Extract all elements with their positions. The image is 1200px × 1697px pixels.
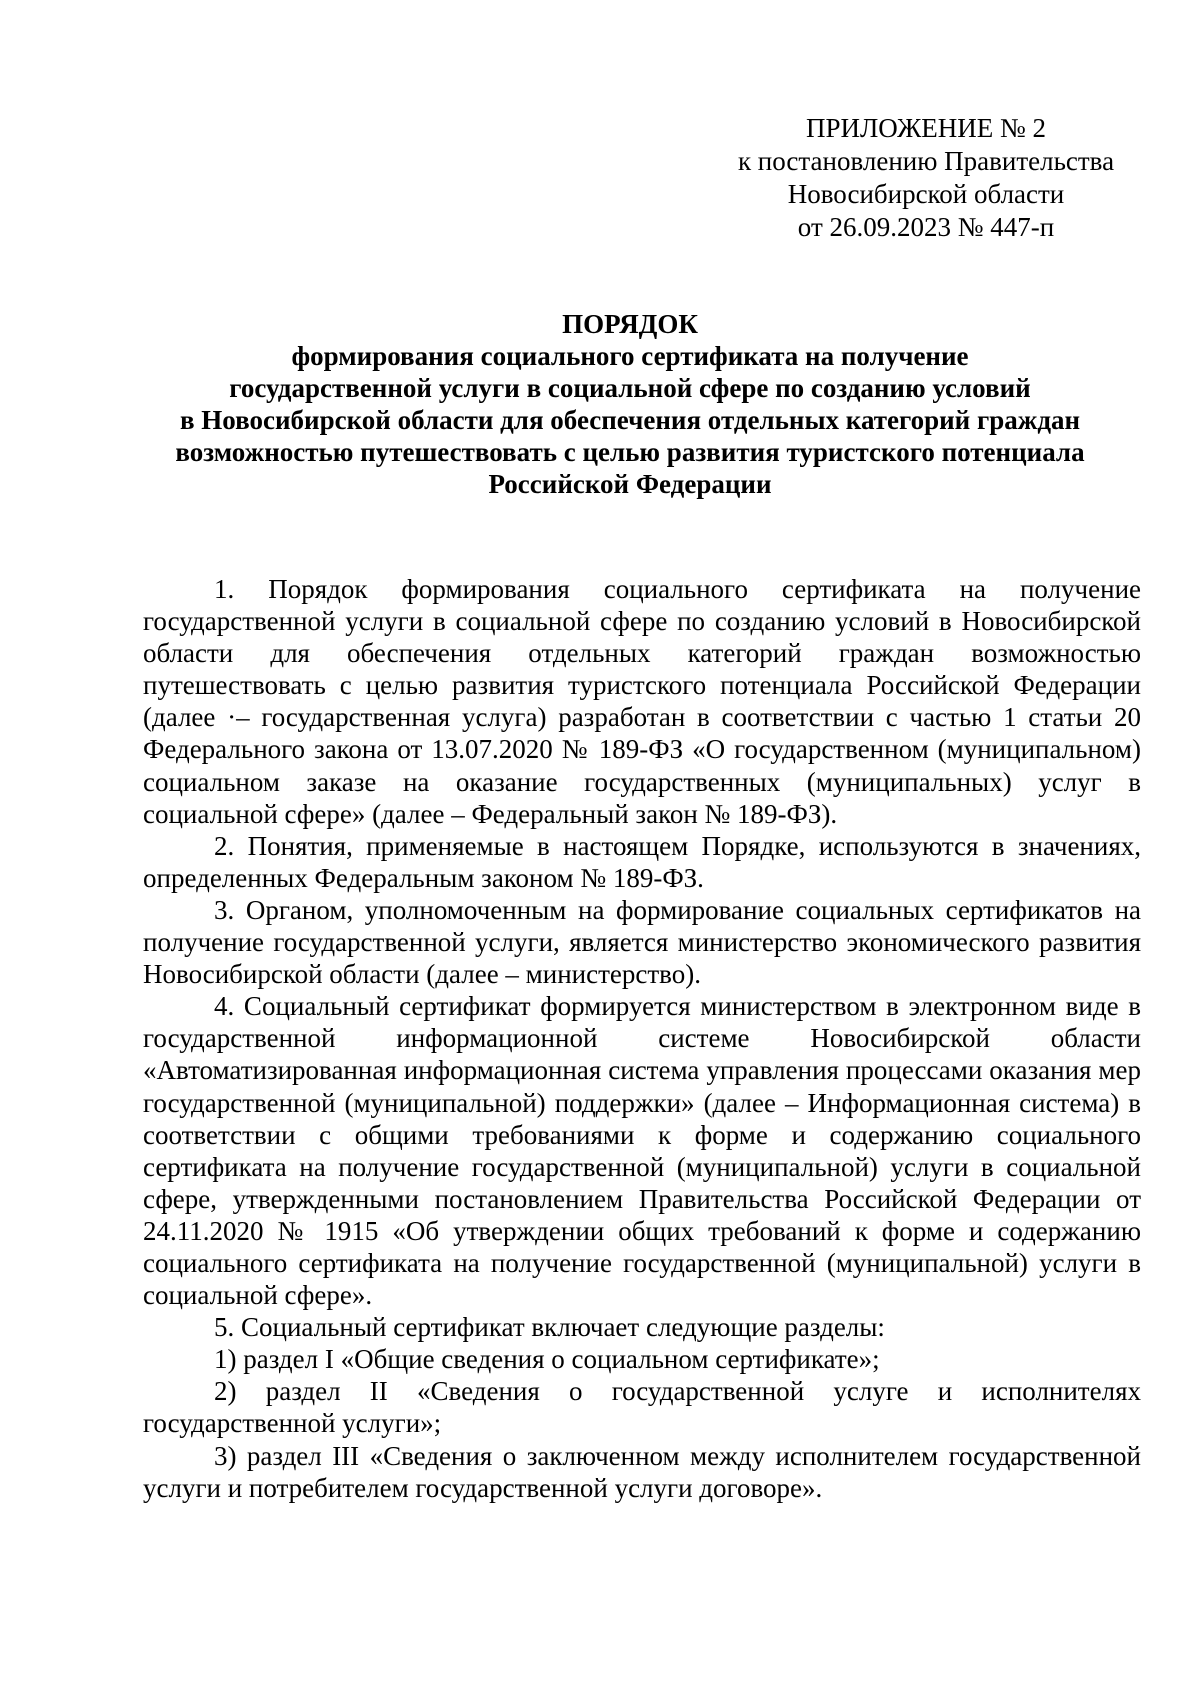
paragraph-4: 4. Социальный сертификат формируется министерством в электронном виде в государственной информационной системе Новосибирской области «Автоматизированная информационная система управления процессами оказания мер государственной (муниципальной) поддержки» (далее – Информационная система) в соответствии с общими требованиями к форме и содержанию социального сертификата на получение государственной (муниципальной) услуги в социальной сфере, утвержденными постановлением Правительства Российской Федерации от 24.11.2020 № 1915 «Об утверждении общих требований к форме и содержанию социального сертификата на получение государственной (муниципальной) услуги в социальной сфере».	[143, 991, 1141, 1311]
document-title	[130, 308, 1130, 500]
appendix-reference: к постановлению Правительства	[737, 146, 1115, 176]
list-item-section-2: 2) раздел II «Сведения о государственной услуге и исполнителях государственной услуги»;	[143, 1376, 1141, 1439]
paragraph-2: 2. Понятия, применяемые в настоящем Порядке, используются в значениях, определенных Федеральным законом № 189-ФЗ.	[143, 830, 1141, 893]
appendix-number: ПРИЛОЖЕНИЕ № 2	[805, 113, 1047, 143]
paragraph-3: 3. Органом, уполномоченным на формирование социальных сертификатов на получение государственной услуги, является министерство экономического развития Новосибирской области (далее – министерство).	[143, 894, 1141, 990]
paragraph-5: 5. Социальный сертификат включает следующие разделы:	[214, 1312, 885, 1343]
appendix-header	[720, 112, 1132, 244]
title-line: в Новосибирской области для обеспечения отдельных категорий граждан	[179, 405, 1081, 435]
appendix-region: Новосибирской области	[787, 179, 1065, 209]
paragraph-1: 1. Порядок формирования социального сертификата на получение государственной услуги в социальной сфере по созданию условий в Новосибирской области для обеспечения отдельных категорий граждан возможностью путешествовать с целью развития туристского потенциала Российской Федерации (далее ·– государственная услуга) разработан в соответствии с частью 1 статьи 20 Федерального закона от 13.07.2020 № 189-ФЗ «О государственном (муниципальном) социальном заказе на оказание государственных (муниципальных) услуг в социальной сфере» (далее – Федеральный закон № 189-ФЗ).	[143, 574, 1141, 829]
document-body	[143, 573, 1141, 1504]
title-line: формирования социального сертификата на получение	[291, 341, 969, 371]
appendix-date-number: от 26.09.2023 № 447-п	[797, 212, 1055, 242]
title-line: Российской Федерации	[488, 469, 772, 499]
list-item-section-3: 3) раздел III «Сведения о заключенном между исполнителем государственной услуги и потребителем государственной услуги договоре».	[143, 1440, 1141, 1503]
title-heading: ПОРЯДОК	[562, 309, 698, 339]
list-item-section-1: 1) раздел I «Общие сведения о социальном сертификате»;	[214, 1344, 880, 1375]
title-line: возможностью путешествовать с целью развития туристского потенциала	[175, 437, 1085, 467]
title-line: государственной услуги в социальной сфере по созданию условий	[229, 373, 1031, 403]
